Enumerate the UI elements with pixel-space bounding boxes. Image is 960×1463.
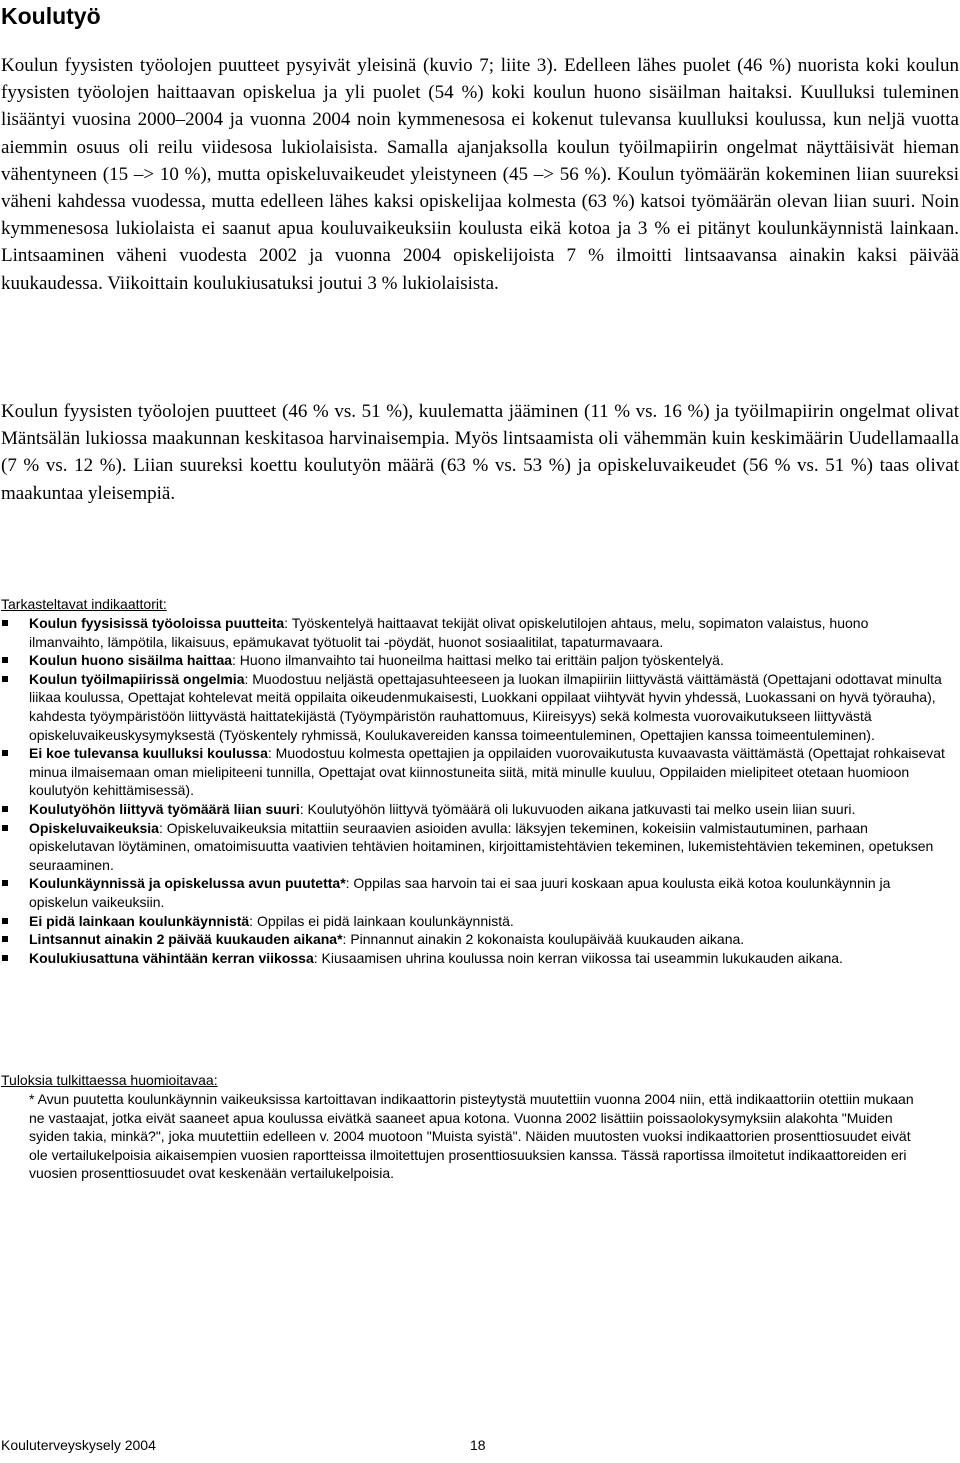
indicators-heading: Tarkasteltavat indikaattorit: [1, 596, 167, 612]
indicator-term: Koulun fyysisissä työoloissa puutteita [29, 615, 285, 631]
indicator-term: Opiskeluvaikeuksia [29, 819, 159, 836]
indicator-definition: : Opiskeluvaikeuksia mitattiin seuraavien asioiden avulla: läksyjen tekeminen, kokeisiin valmistautuminen, parhaan opiskelutavan löytäminen, omatoimisuutta vaativien tehtävien hoitaminen, kirjoittamistehtävien tekeminen, lukemistehtävien tekeminen, opetuksen seuraaminen. [29, 819, 934, 873]
list-item [0, 949, 945, 968]
notes-text: * Avun puutetta koulunkäynnin vaikeuksissa kartoittavan indikaattorin pisteytystä muutettiin vuonna 2004 niin, että indikaattoriin otettiin mukaan ne vastaajat, jotka eivät saaneet apua koulussa eivätkä saaneet apua kotona. Vuonna 2002 lisättiin poissaolokysymyksiin alakohta "Muiden syiden takia, minkä?", joka muutettiin edelleen v. 2004 muotoon "Muista syistä". Näiden muutosten vuoksi indikaattorien prosenttiosuudet eivät ole vertailukelpoisia aikaisempien vuosien raportteissa ilmoitettujen prosenttiosuuksien kanssa. Tässä raportissa ilmoitetut indikaattoreiden eri vuosien prosenttiosuudet ovat keskenään vertailukelpoisia. [29, 1091, 914, 1182]
section-title: Koulutyö [1, 3, 101, 29]
indicator-definition: : Koulutyöhön liittyvä työmäärä oli lukuvuoden aikana jatkuvasti tai melko usein liian suuri. [299, 800, 856, 817]
list-item [0, 614, 945, 651]
indicator-definition: : Huono ilmanvaihto tai huoneilma haittasi melko tai erittäin paljon työskentelyä. [232, 652, 724, 669]
indicator-term: Lintsannut ainakin 2 päivää kuukauden aikana* [29, 931, 343, 948]
body-paragraph-2: Koulun fyysisten työolojen puutteet (46 % vs. 51 %), kuulematta jääminen (11 % vs. 16 %) ja työilmapiirin ongelmat olivat Mäntsälän lukiossa maakunnan keskitasoa harvinaisempia. Myös lintsaamista oli vähemmän kuin keskimäärin Uudellamaalla (7 % vs. 12 %). Liian suureksi koettu koulutyön määrä (63 % vs. 53 %) ja opiskeluvaikeudet (56 % vs. 51 %) taas olivat maakuntaa yleisempiä. [1, 401, 959, 504]
square-bullet-icon [2, 936, 8, 942]
list-item [0, 744, 945, 800]
list-item [0, 930, 945, 949]
square-bullet-icon [2, 676, 8, 682]
indicator-term: Ei pidä lainkaan koulunkäynnistä [29, 912, 250, 929]
square-bullet-icon [2, 955, 8, 961]
body-paragraph-1: Koulun fyysisten työolojen puutteet pysyivät yleisinä (kuvio 7; liite 3). Edelleen lähes puolet (46 %) nuorista koki koulun fyysisten työolojen haittaavan opiskelua ja yli puolet (54 %) koki koulun huono sisäilman haitaksi. Kuulluksi tuleminen lisääntyi vuosina 2000–2004 ja vuonna 2004 noin kymmenesosa ei kokenut tulevansa kuulluksi koulussa, kun neljä vuotta aiemmin osuus oli reilu viidesosa lukiolaisista. Samalla ajanjaksolla koulun työilmapiirin ongelmat näyttäisivät hieman vähentyneen (15 –> 10 %), mutta opiskeluvaikeudet yleistyneen (45 –> 56 %). Koulun työmäärän kokeminen liian suureksi väheni kahdessa vuodessa, mutta edelleen lähes kaksi opiskelijaa kolmesta (63 %) katsoi työmäärän olevan liian suuri. Noin kymmenesosa lukiolaista ei saanut apua kouluvaikeuksiin koulusta eikä kotoa ja 3 % ei pitänyt koulunkäynnistä lainkaan. Lintsaaminen väheni vuodesta 2002 ja vuonna 2004 opiskelijoista 7 % ilmoitti lintsaavansa ainakin kaksi päivää kuukaudessa. Viikoittain koulukiusatuksi joutui 3 % lukiolaisista. [1, 55, 959, 294]
indicator-definition: : Muodostuu neljästä opettajasuhteeseen ja luokan ilmapiiriin liittyvästä väittämästä (Opettajani odottavat minulta liikaa koulussa, Opettajat kohtelevat meitä oppilaita oikeudenmukaisesti, Luokkani oppilaat viihtyvät hyvin yhdessä, Luokassani on hyvä työrauha), kahdesta työympäristöön liittyvästä haittatekijästä (Työympäristön rauhattomuus, Kiireisyys) sekä kolmesta vuorovaikutukseen liittyvästä opiskeluvaikeuskysymyksestä (Työskentely ryhmissä, Koulukavereiden kanssa toimeentuleminen, Opettajien kanssa toimeentuleminen). [29, 670, 942, 743]
list-item [0, 800, 945, 819]
indicator-definition: : Oppilas saa harvoin tai ei saa juuri koskaan apua koulusta eikä kotoa koulunkäynnin ja opiskelun vaikeuksiin. [29, 875, 891, 910]
indicator-definition: : Kiusaamisen uhrina koulussa noin kerran viikossa tai useammin lukukauden aikana. [313, 949, 843, 966]
list-item [0, 912, 945, 931]
square-bullet-icon [2, 750, 8, 756]
indicator-definition: : Muodostuu kolmesta opettajien ja oppilaiden vuorovaikutusta kuvaavasta väittämästä (Opettajat rohkaisevat minua ilmaisemaan oman mielipiteeni tunnilla, Opettajat ovat kiinnostuneita siitä, mitä minulle kuuluu, Oppilaiden mielipiteet otetaan huomioon koulutyön kehittämisessä). [29, 745, 945, 799]
indicator-definition: : Pinnannut ainakin 2 kokonaista koulupäivää kuukauden aikana. [342, 931, 745, 948]
list-item [0, 651, 945, 670]
square-bullet-icon [2, 918, 8, 924]
indicator-term: Koulutyöhön liittyvä työmäärä liian suuri [29, 800, 300, 817]
indicator-term: Ei koe tulevansa kuulluksi koulussa [29, 745, 268, 762]
indicator-list [0, 614, 945, 967]
list-item [0, 819, 945, 875]
indicator-definition: : Oppilas ei pidä lainkaan koulunkäynnistä. [249, 912, 514, 929]
indicator-term: Koulun työilmapiirissä ongelmia [29, 670, 245, 687]
indicator-term: Koulun huono sisäilma haittaa [29, 652, 233, 669]
footer-publication: Kouluterveyskysely 2004 [1, 1437, 156, 1453]
square-bullet-icon [2, 806, 8, 812]
notes-heading: Tuloksia tulkittaessa huomioitavaa: [1, 1072, 218, 1088]
indicator-term: Koulukiusattuna vähintään kerran viikossa [29, 949, 314, 966]
list-item [0, 874, 945, 911]
page-number: 18 [470, 1437, 486, 1453]
list-item [0, 670, 945, 744]
square-bullet-icon [2, 620, 8, 626]
indicator-term: Koulunkäynnissä ja opiskelussa avun puutetta* [29, 875, 346, 892]
square-bullet-icon [2, 880, 8, 886]
square-bullet-icon [2, 657, 8, 663]
indicator-definition: : Työskentelyä haittaavat tekijät olivat opiskelutilojen ahtaus, melu, sopimaton valaistus, huono ilmanvaihto, lämpötila, likaisuus, epämukavat työtuolit tai -pöydät, huonot sosiaalitilat, tapaturmavaara. [29, 615, 869, 650]
square-bullet-icon [2, 825, 8, 831]
